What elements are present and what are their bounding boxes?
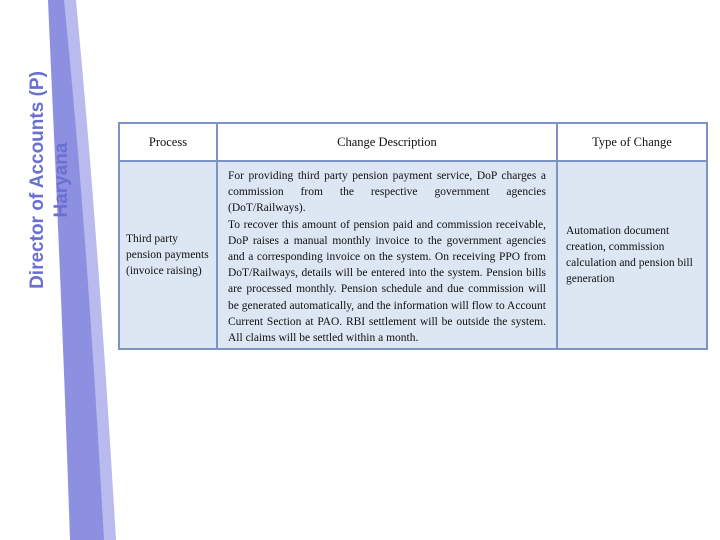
header-type-of-change: Type of Change — [557, 123, 707, 161]
organization-title — [20, 0, 80, 310]
description-paragraph-1: For providing third party pension payment service, DoP charges a commission from the respective government agencies (DoT/Railways). — [228, 170, 546, 215]
table-header-row — [119, 123, 707, 161]
description-paragraph-2: To recover this amount of pension paid and commission receivable, DoP raises a manual monthly invoice to the government agencies and a corresponding invoice on the system. On receiving PPO from DoT/Railways, details will be entered into the system. Pension bills are processed monthly. Pension schedule and due commission will be generated automatically, and the information will flow to Account Current Section at PAO. RBI settlement will be outside the system. All claims will be settled within a month. — [228, 218, 546, 345]
header-change-description: Change Description — [217, 123, 557, 161]
header-process: Process — [119, 123, 217, 161]
table-row — [119, 161, 707, 349]
process-cell: Third party pension payments (invoice raising) — [119, 161, 217, 349]
organization-region: Haryana — [51, 142, 72, 218]
change-table — [118, 122, 708, 350]
change-description-cell — [217, 161, 557, 349]
type-of-change-cell: Automation document creation, commission calculation and pension bill generation — [557, 161, 707, 349]
organization-name: Director of Accounts (P) — [27, 71, 48, 289]
